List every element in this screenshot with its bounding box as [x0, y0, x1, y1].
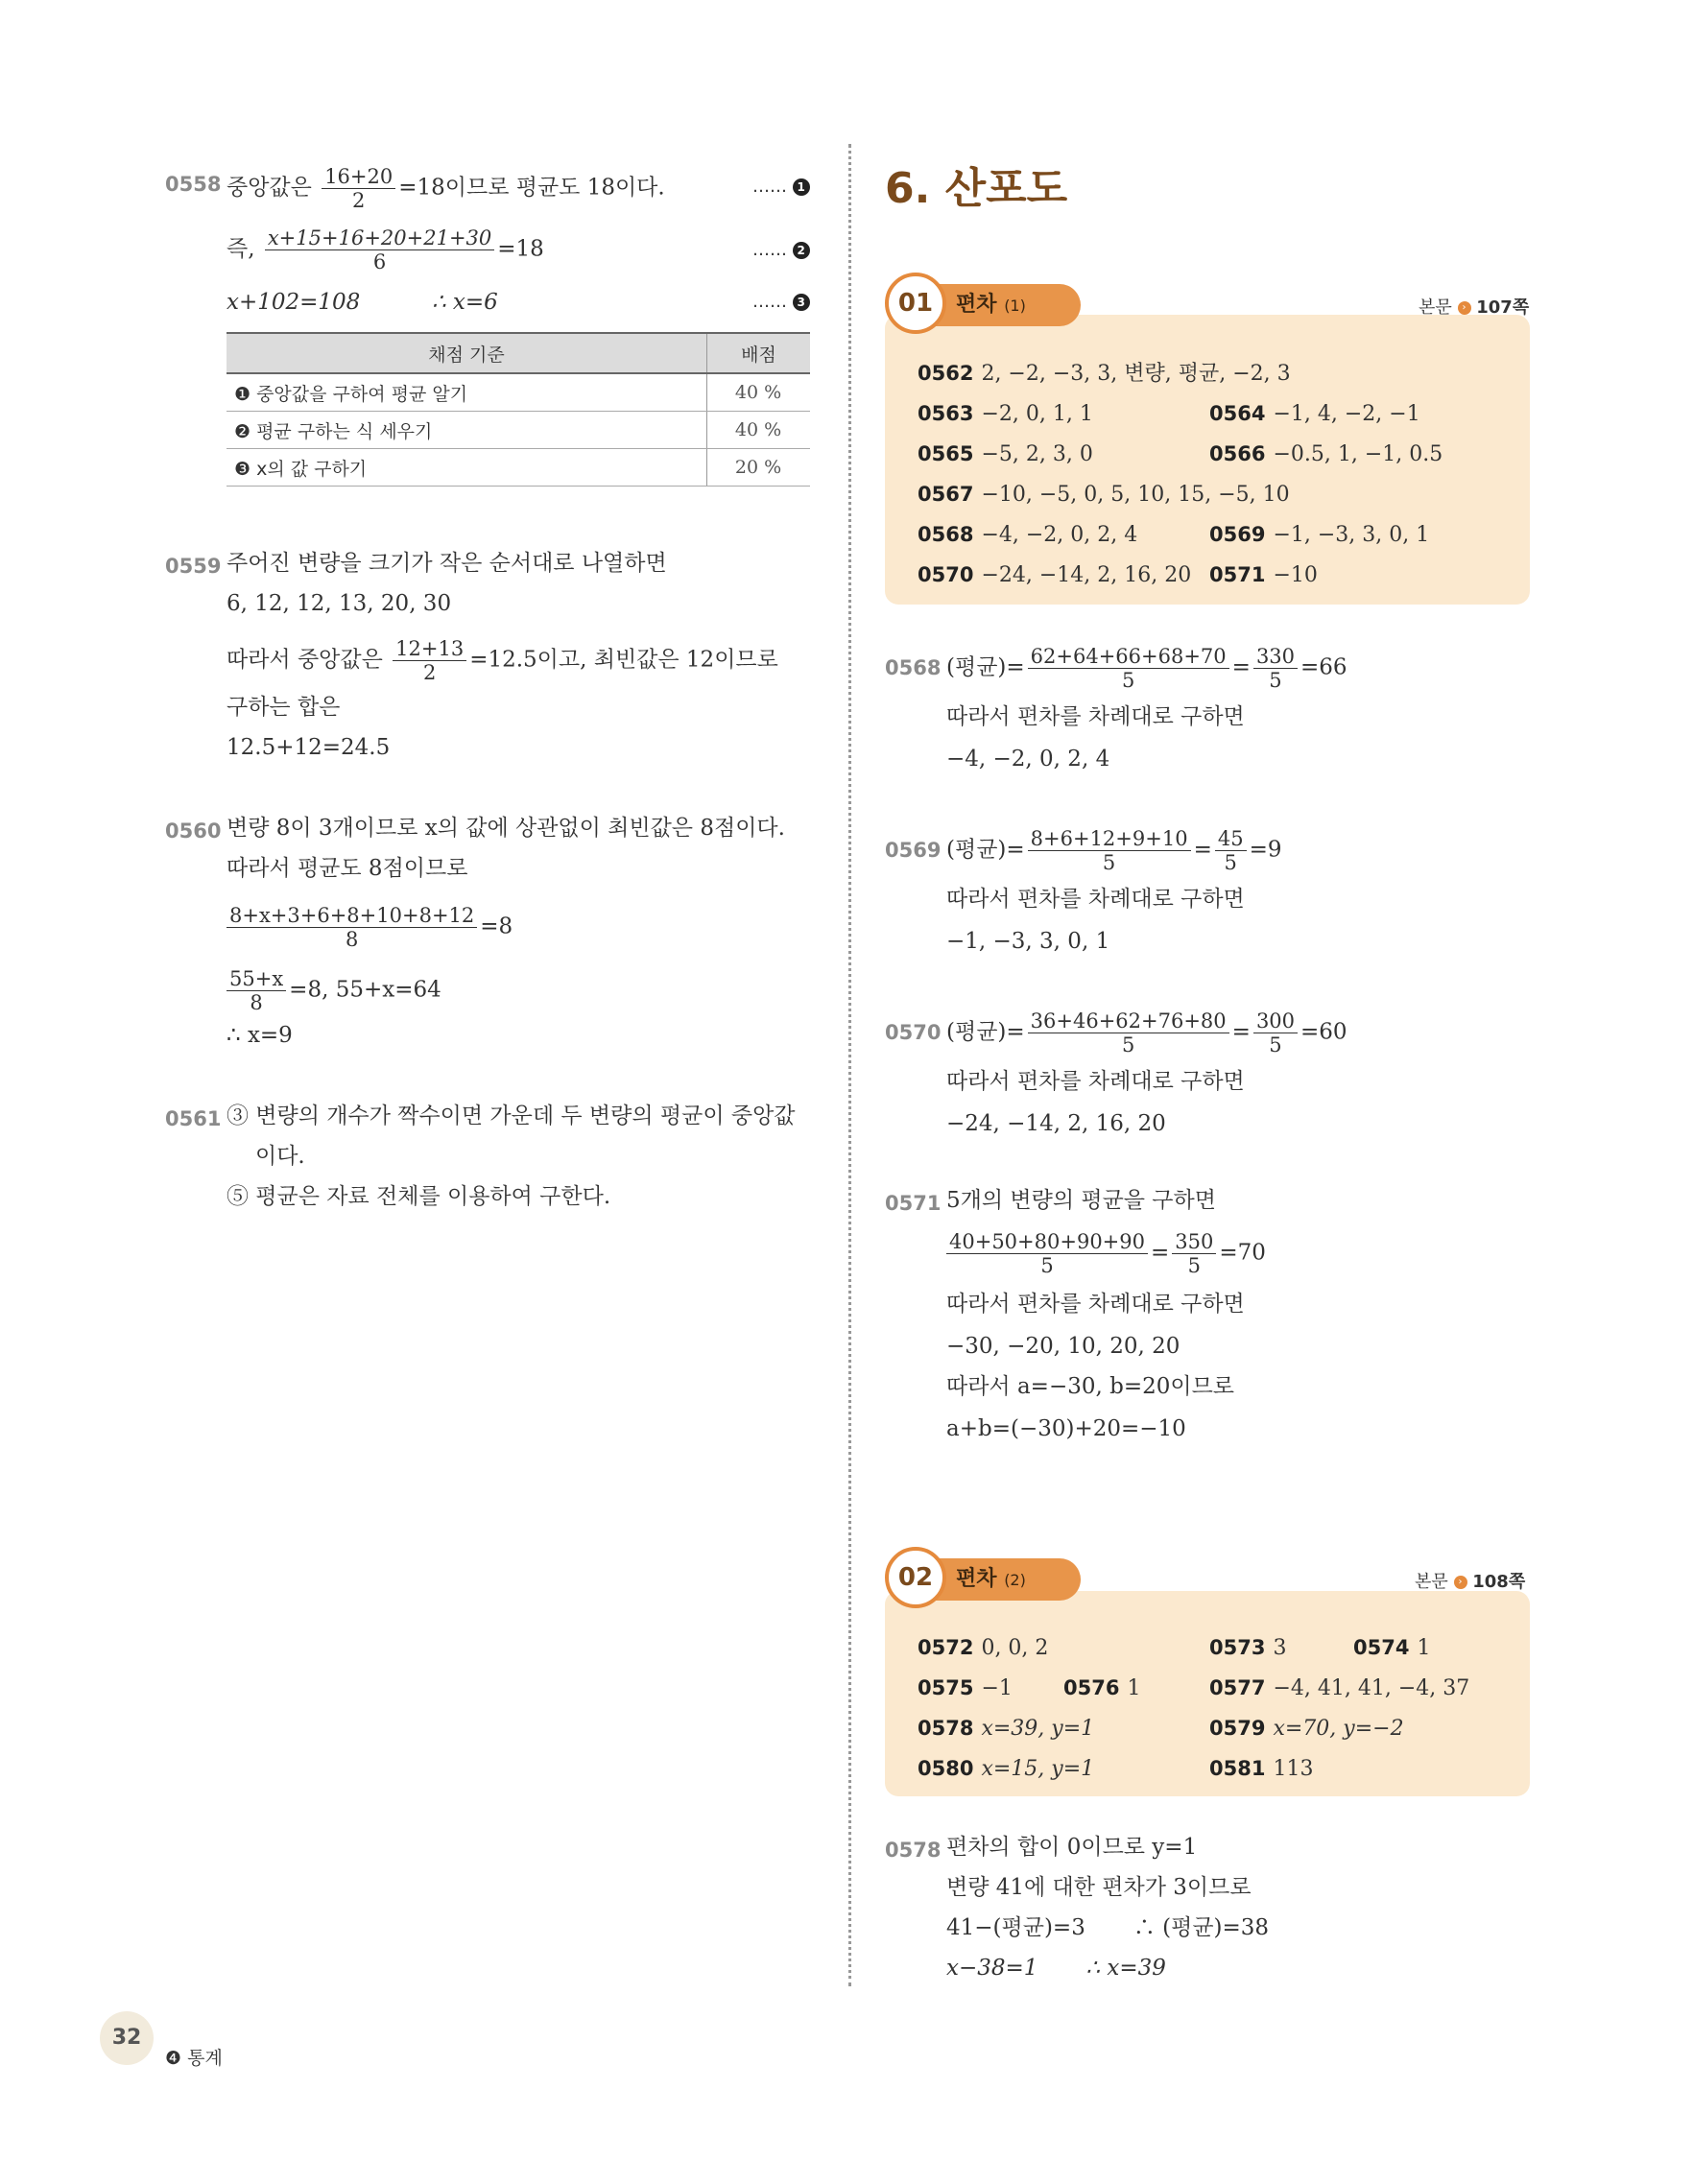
solution-line — [227, 288, 498, 317]
fraction — [1028, 645, 1229, 692]
answer-item — [1063, 1674, 1140, 1703]
answer-value: −4, 41, 41, −4, 37 — [1273, 1676, 1470, 1700]
problem-number: 0560 — [165, 819, 222, 843]
equation: 41−(평균)=3 — [946, 1915, 1085, 1940]
text: =8, 55+x=64 — [289, 977, 441, 1003]
solution-line: 주어진 변량을 크기가 작은 순서대로 나열하면 — [227, 551, 667, 576]
equation: x−38=1 — [946, 1956, 1038, 1981]
answer-item — [918, 480, 1290, 510]
problem-number: 0570 — [885, 1021, 942, 1044]
solution-line: −4, −2, 0, 2, 4 — [946, 747, 1110, 772]
points-cell: 20 % — [707, 449, 811, 487]
answer-number: 0563 — [918, 402, 974, 425]
text: =18 — [497, 236, 544, 262]
denominator: 5 — [1269, 1033, 1282, 1056]
denominator: 5 — [1187, 1254, 1202, 1277]
solution-line: 따라서 편차를 차례대로 구하면 — [946, 887, 1245, 912]
answer-item — [1209, 1754, 1313, 1784]
answer-number: 0570 — [918, 563, 974, 586]
page-number: 32 — [100, 2011, 154, 2065]
arrow-icon: › — [1458, 301, 1471, 315]
answer-number: 0575 — [918, 1676, 974, 1699]
answer-value: 1 — [1417, 1636, 1431, 1660]
denominator: 6 — [372, 250, 387, 273]
table-header-row — [227, 333, 810, 373]
reference-page: 107쪽 — [1476, 297, 1530, 318]
answer-item — [1209, 1633, 1286, 1663]
text: =18이므로 평균도 18이다. — [398, 175, 665, 201]
solution-line — [227, 637, 778, 684]
answer-number: 0567 — [918, 483, 974, 506]
answer-value: −5, 2, 3, 0 — [981, 442, 1093, 466]
answer-number: 0579 — [1209, 1717, 1266, 1740]
conclusion: ∴ x=6 — [431, 290, 498, 315]
answer-number: 0568 — [918, 523, 974, 546]
solution-line: 이다. — [255, 1144, 305, 1169]
problem-number: 0558 — [165, 173, 222, 196]
text: 즉, — [227, 236, 255, 262]
section-title: 6. 산포도 — [885, 164, 1068, 213]
answer-value: −10, −5, 0, 5, 10, 15, −5, 10 — [981, 483, 1290, 507]
leader-dots: …… — [752, 292, 787, 312]
solution-line: 12.5+12=24.5 — [227, 735, 391, 760]
step-mark-2 — [752, 240, 810, 260]
points-cell: 40 % — [707, 412, 811, 449]
answer-value: −2, 0, 1, 1 — [981, 402, 1093, 426]
unit-title: 편차 — [956, 1567, 997, 1591]
solution-line: 변량 41에 대한 편차가 3이므로 — [946, 1875, 1252, 1900]
denominator: 2 — [422, 661, 437, 684]
numerator: 36+46+62+76+80 — [1028, 1009, 1229, 1033]
fraction — [227, 967, 286, 1014]
solution-line: ∴ x=9 — [227, 1023, 293, 1048]
answer-item — [1209, 399, 1420, 429]
denominator: 5 — [1040, 1254, 1054, 1277]
solution-line — [227, 967, 441, 1014]
step-number-1: 1 — [793, 178, 810, 196]
solution-line: −1, −3, 3, 0, 1 — [946, 929, 1110, 954]
criteria-cell: ❶ 중앙값을 구하여 평균 알기 — [227, 373, 707, 412]
answer-item — [918, 399, 1093, 429]
solution-line: 5개의 변량의 평균을 구하면 — [946, 1188, 1216, 1213]
solution-line — [946, 1954, 1166, 1982]
fraction — [322, 165, 395, 212]
answer-item — [1353, 1633, 1430, 1663]
fraction — [1253, 645, 1298, 692]
solution-line — [946, 1230, 1266, 1277]
fraction — [227, 904, 477, 951]
text: (평균)= — [946, 1019, 1025, 1045]
answer-number: 0571 — [1209, 563, 1266, 586]
answer-value: x=15, y=1 — [981, 1757, 1095, 1781]
text: 따라서 중앙값은 — [227, 647, 383, 673]
solution-line: 편차의 합이 0이므로 y=1 — [946, 1835, 1198, 1860]
solution-line — [946, 645, 1347, 692]
unit-badge: 01 — [885, 273, 946, 334]
answer-value: 1 — [1127, 1676, 1141, 1700]
answer-number: 0562 — [918, 362, 974, 385]
numerator: 40+50+80+90+90 — [946, 1230, 1148, 1254]
answer-number: 0578 — [918, 1717, 974, 1740]
answer-item — [1209, 1714, 1404, 1744]
answer-value: 113 — [1273, 1757, 1314, 1781]
unit-subtitle: (2) — [1004, 1571, 1026, 1589]
solution-line: ⑤ 평균은 자료 전체를 이용하여 구한다. — [227, 1184, 611, 1209]
denominator: 5 — [1102, 851, 1116, 874]
denominator: 5 — [1121, 669, 1135, 692]
fraction — [393, 637, 466, 684]
solution-line: 구하는 합은 — [227, 695, 341, 720]
problem-number: 0578 — [885, 1839, 942, 1862]
textbook-reference[interactable] — [1415, 1568, 1525, 1593]
column-divider — [848, 144, 851, 1986]
solution-line: 변량 8이 3개이므로 x의 값에 상관없이 최빈값은 8점이다. — [227, 816, 785, 841]
fraction — [265, 226, 494, 273]
solution-line: 따라서 편차를 차례대로 구하면 — [946, 704, 1245, 729]
solution-line — [227, 226, 544, 273]
solution-line — [227, 165, 665, 212]
answer-value: 0, 0, 2 — [981, 1636, 1049, 1660]
fraction — [1253, 1009, 1298, 1056]
numerator: 16+20 — [322, 165, 395, 189]
points-cell: 40 % — [707, 373, 811, 412]
text: (평균)= — [946, 654, 1025, 680]
textbook-reference[interactable] — [1419, 294, 1529, 319]
reference-label: 본문 — [1415, 1572, 1448, 1592]
answer-item — [1209, 1674, 1469, 1703]
scoring-table — [227, 332, 810, 487]
solution-line — [227, 904, 513, 951]
answer-number: 0565 — [918, 442, 974, 465]
answer-item — [918, 1754, 1094, 1784]
answer-value: −1, 4, −2, −1 — [1273, 402, 1420, 426]
text: =12.5이고, 최빈값은 12이므로 — [469, 647, 778, 673]
conclusion: ∴ (평균)=38 — [1133, 1915, 1270, 1940]
step-mark-3 — [752, 292, 810, 312]
text: = — [1193, 837, 1212, 863]
numerator: 300 — [1253, 1009, 1298, 1033]
answer-value: −4, −2, 0, 2, 4 — [981, 523, 1138, 547]
text: =70 — [1219, 1240, 1266, 1266]
answer-item — [918, 1714, 1094, 1744]
answer-number: 0581 — [1209, 1757, 1266, 1780]
step-number-2: 2 — [793, 242, 810, 259]
answer-value: 3 — [1273, 1636, 1287, 1660]
answer-item — [918, 560, 1191, 590]
solution-line — [946, 1913, 1269, 1942]
text: =9 — [1249, 837, 1282, 863]
fraction — [1172, 1230, 1216, 1277]
solution-line: 따라서 a=−30, b=20이므로 — [946, 1374, 1235, 1399]
numerator: 12+13 — [393, 637, 466, 661]
answer-value: −0.5, 1, −1, 0.5 — [1273, 442, 1443, 466]
answer-item — [918, 520, 1137, 550]
solution-line: −30, −20, 10, 20, 20 — [946, 1334, 1180, 1359]
problem-number: 0571 — [885, 1192, 942, 1215]
answer-number: 0580 — [918, 1757, 974, 1780]
answer-value: 2, −2, −3, 3, 변량, 평균, −2, 3 — [981, 362, 1291, 386]
numerator: 55+x — [227, 967, 286, 991]
criteria-cell: ❷ 평균 구하는 식 세우기 — [227, 412, 707, 449]
fraction — [946, 1230, 1148, 1277]
text: (평균)= — [946, 837, 1025, 863]
solution-line: −24, −14, 2, 16, 20 — [946, 1111, 1166, 1136]
numerator: x+15+16+20+21+30 — [265, 226, 494, 250]
answer-number: 0569 — [1209, 523, 1266, 546]
text: 중앙값은 — [227, 175, 312, 201]
fraction — [1028, 1009, 1229, 1056]
conclusion: ∴ x=39 — [1085, 1956, 1166, 1981]
problem-number: 0561 — [165, 1107, 222, 1130]
chapter-title: 통계 — [187, 2048, 223, 2069]
problem-number: 0568 — [885, 656, 942, 679]
arrow-icon: › — [1454, 1576, 1467, 1589]
problem-number: 0569 — [885, 839, 942, 862]
answer-item — [918, 439, 1093, 469]
denominator: 8 — [345, 928, 359, 951]
numerator: 350 — [1172, 1230, 1216, 1254]
answer-value: −10 — [1273, 563, 1318, 587]
criteria-cell: ❸ x의 값 구하기 — [227, 449, 707, 487]
text: = — [1231, 654, 1251, 680]
answer-value: −1 — [981, 1676, 1013, 1700]
solution-line: ③ 변량의 개수가 짝수이면 가운데 두 변량의 평균이 중앙값 — [227, 1104, 796, 1128]
reference-label: 본문 — [1419, 297, 1452, 318]
step-mark-1 — [752, 177, 810, 197]
denominator: 5 — [1224, 851, 1237, 874]
solution-line — [946, 827, 1282, 874]
answer-item — [918, 1674, 1013, 1703]
step-number-3: 3 — [793, 294, 810, 311]
header-points: 배점 — [707, 333, 811, 373]
chapter-number-icon: ❹ — [165, 2048, 182, 2069]
table-row — [227, 449, 810, 487]
denominator: 2 — [352, 189, 366, 212]
solution-line: a+b=(−30)+20=−10 — [946, 1416, 1186, 1441]
answer-number: 0572 — [918, 1636, 974, 1659]
leader-dots: …… — [752, 177, 787, 197]
solution-line: 6, 12, 12, 13, 20, 30 — [227, 591, 452, 616]
solution-line — [946, 1009, 1347, 1056]
text: =60 — [1300, 1019, 1347, 1045]
answer-number: 0577 — [1209, 1676, 1266, 1699]
denominator: 8 — [250, 991, 263, 1014]
answer-item — [1209, 560, 1318, 590]
problem-number: 0559 — [165, 555, 222, 578]
numerator: 330 — [1253, 645, 1298, 669]
answer-number: 0574 — [1353, 1636, 1410, 1659]
numerator: 62+64+66+68+70 — [1028, 645, 1229, 669]
denominator: 5 — [1121, 1033, 1135, 1056]
leader-dots: …… — [752, 240, 787, 260]
text: = — [1151, 1240, 1170, 1266]
answer-item — [918, 1633, 1048, 1663]
answer-item — [918, 359, 1291, 389]
solution-line: 따라서 편차를 차례대로 구하면 — [946, 1069, 1245, 1094]
text: =66 — [1300, 654, 1347, 680]
chapter-label — [165, 2044, 223, 2070]
answer-value: x=70, y=−2 — [1273, 1717, 1404, 1741]
answer-number: 0576 — [1063, 1676, 1120, 1699]
table-row — [227, 412, 810, 449]
text: = — [1231, 1019, 1251, 1045]
numerator: 8+x+3+6+8+10+8+12 — [227, 904, 477, 928]
answer-number: 0573 — [1209, 1636, 1266, 1659]
unit-badge: 02 — [885, 1547, 946, 1608]
unit-subtitle: (1) — [1004, 297, 1026, 315]
table-row — [227, 373, 810, 412]
header-criteria: 채점 기준 — [227, 333, 707, 373]
answer-number: 0564 — [1209, 402, 1266, 425]
answer-item — [1209, 520, 1429, 550]
answer-value: −1, −3, 3, 0, 1 — [1273, 523, 1430, 547]
answer-item — [1209, 439, 1443, 469]
equation: x+102=108 — [227, 290, 361, 315]
solution-line: 따라서 평균도 8점이므로 — [227, 856, 468, 881]
fraction — [1028, 827, 1191, 874]
answer-number: 0566 — [1209, 442, 1266, 465]
answer-value: x=39, y=1 — [981, 1717, 1095, 1741]
solution-line: 따라서 편차를 차례대로 구하면 — [946, 1292, 1245, 1317]
unit-title: 편차 — [956, 293, 997, 317]
reference-page: 108쪽 — [1472, 1572, 1526, 1592]
numerator: 8+6+12+9+10 — [1028, 827, 1191, 851]
numerator: 45 — [1215, 827, 1247, 851]
text: =8 — [480, 914, 513, 939]
answer-value: −24, −14, 2, 16, 20 — [981, 563, 1192, 587]
denominator: 5 — [1269, 669, 1282, 692]
fraction — [1215, 827, 1247, 874]
